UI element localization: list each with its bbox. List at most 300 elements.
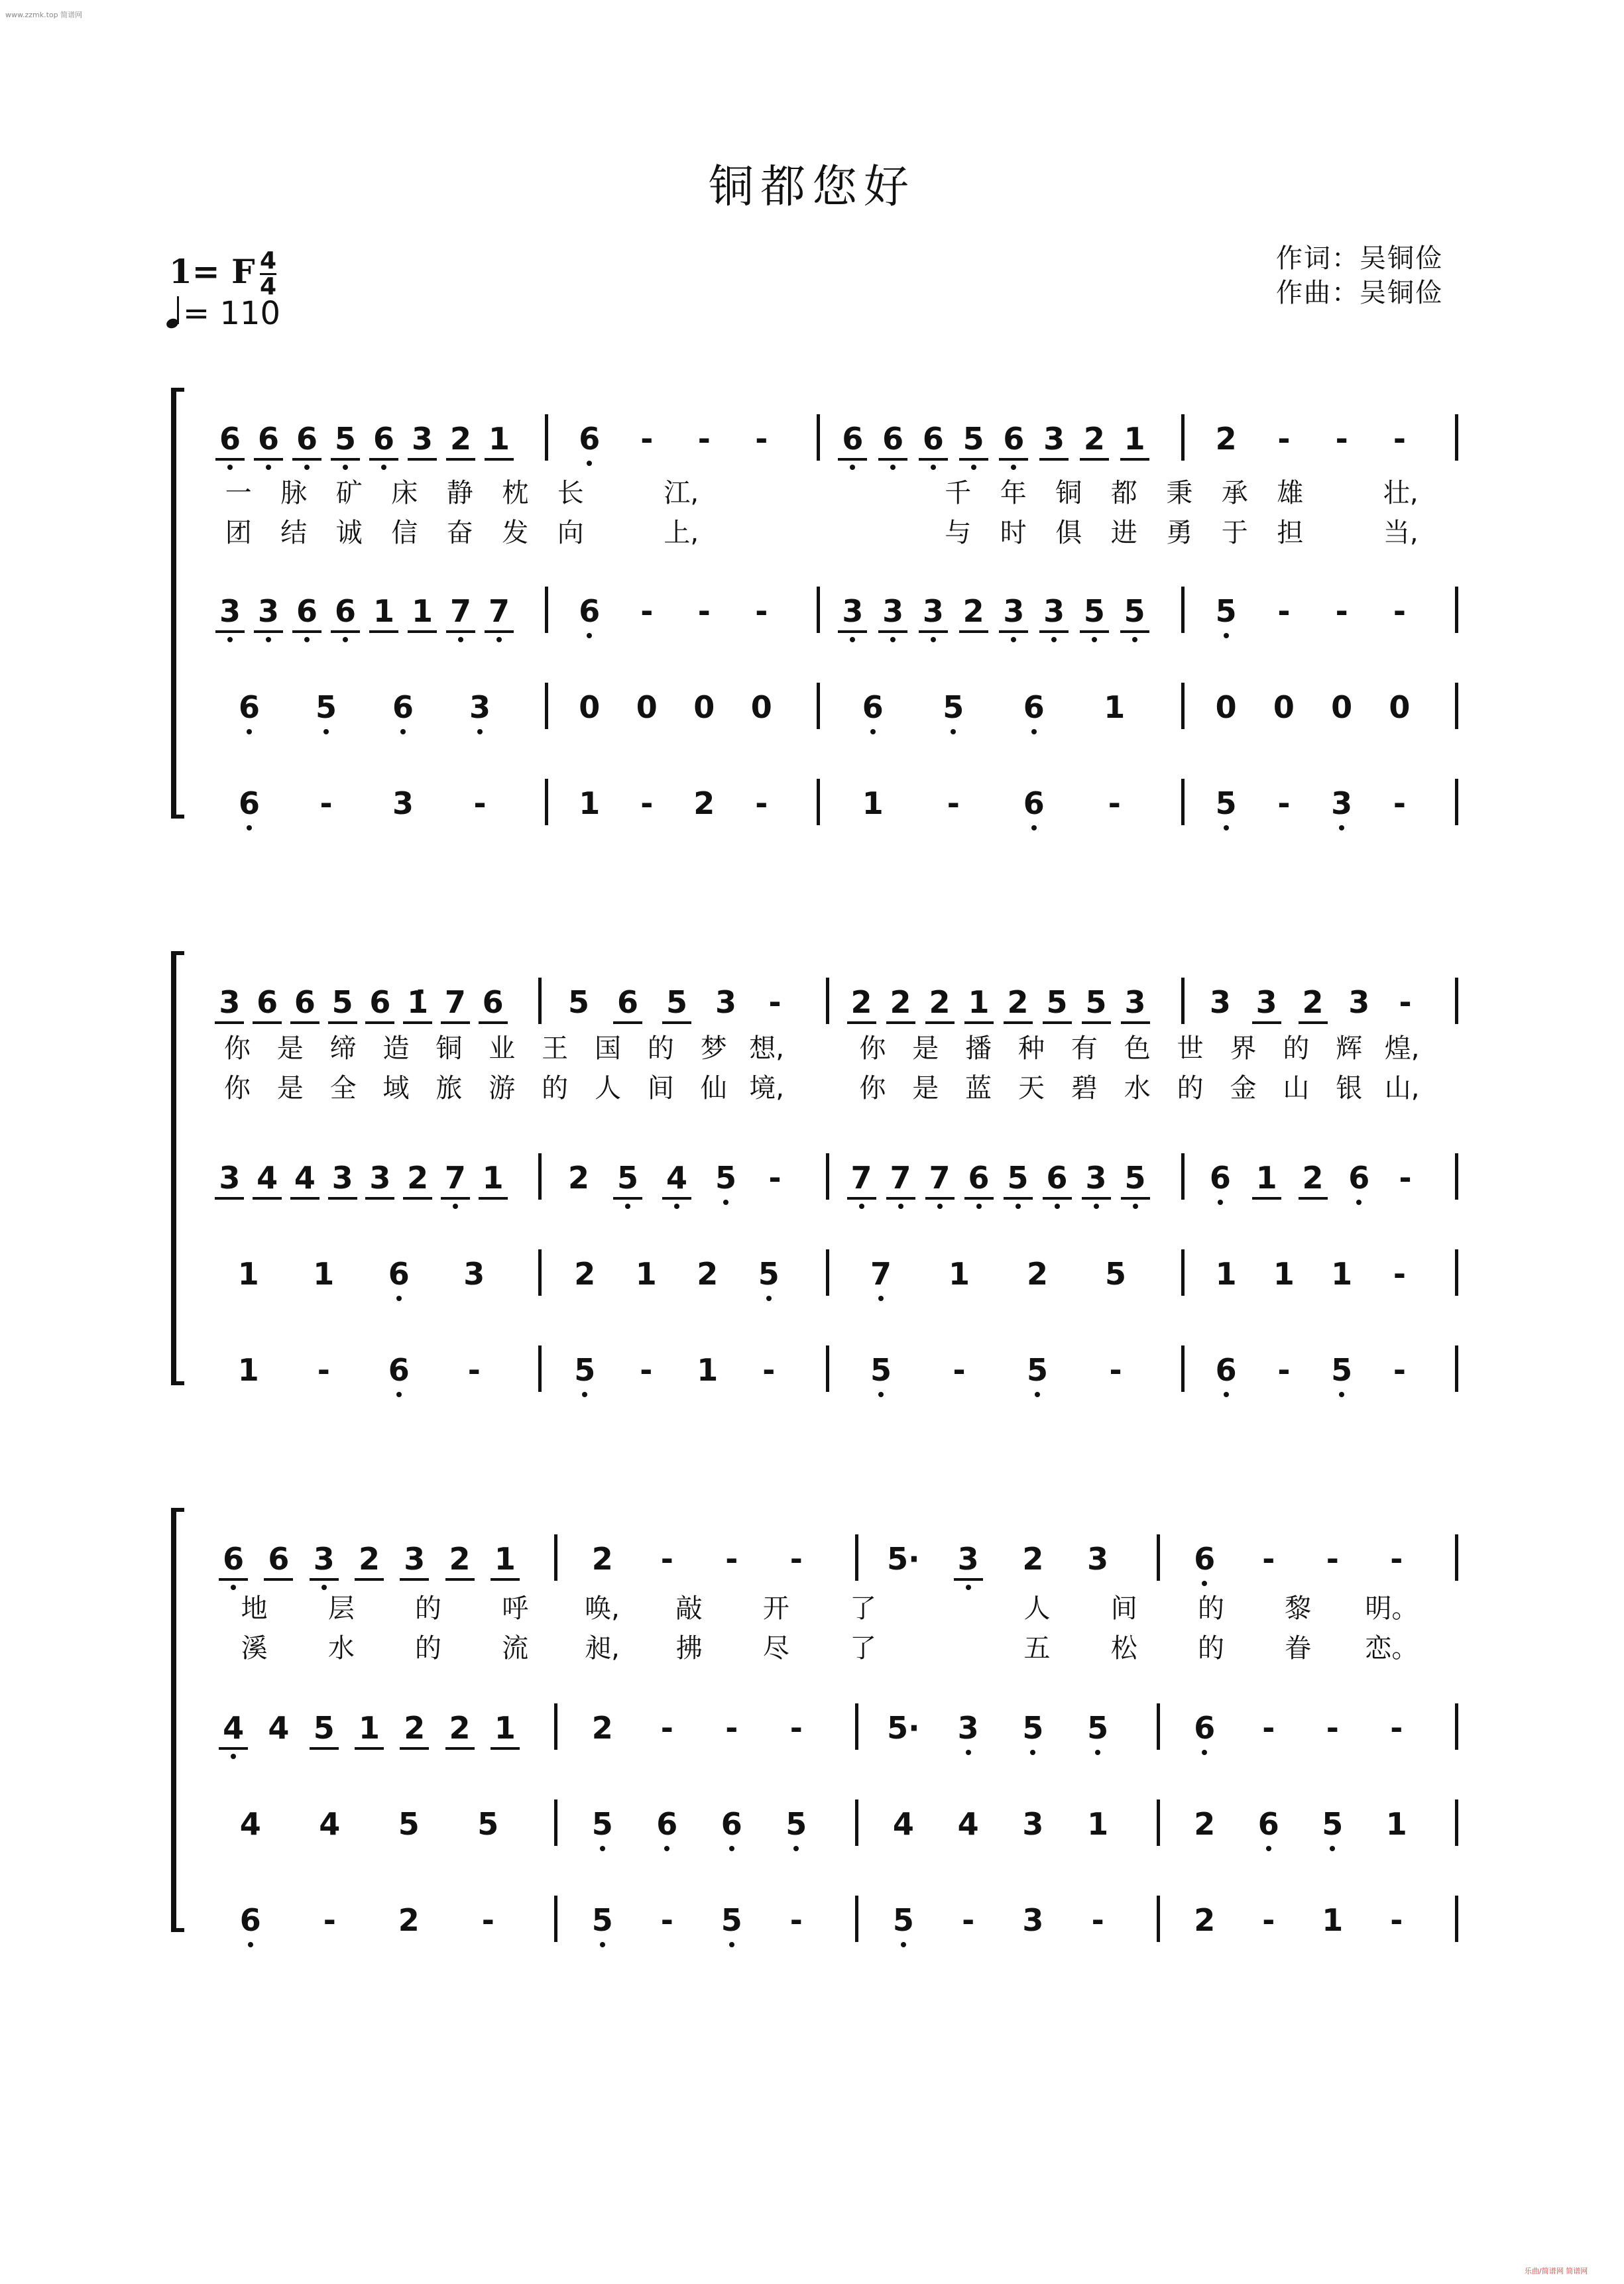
note: 6 <box>1003 421 1025 457</box>
low-octave-dot <box>400 729 406 734</box>
low-octave-dot <box>1266 1846 1271 1851</box>
eighth-underline <box>292 458 321 461</box>
lyric-char: 雄 <box>1277 478 1304 508</box>
lyric-char: 蓝 <box>965 1073 992 1104</box>
note: 3 <box>1331 785 1353 821</box>
note: - <box>1399 984 1412 1020</box>
note: - <box>640 421 654 457</box>
barline <box>1181 978 1185 1024</box>
lyric-char: 间 <box>1110 1593 1137 1624</box>
lyric-char: 眷 <box>1285 1633 1312 1664</box>
note: 6 <box>842 421 864 457</box>
eighth-underline <box>400 1578 429 1581</box>
note: 5· <box>887 1541 920 1577</box>
note: 2 <box>1215 421 1237 457</box>
note: - <box>725 1710 738 1746</box>
note: 7 <box>444 1160 466 1196</box>
note: 1 <box>968 984 990 1020</box>
note: 2 <box>1194 1806 1216 1842</box>
lyric-char: 你 <box>859 1073 886 1104</box>
barline <box>1181 414 1185 461</box>
low-octave-dot <box>931 465 936 470</box>
note: 0 <box>1215 689 1237 725</box>
system-brace <box>167 1508 187 1932</box>
note: - <box>962 1902 975 1938</box>
lyric-char: 当, <box>1383 518 1419 548</box>
note: 3 <box>957 1710 979 1746</box>
low-octave-dot <box>1011 637 1016 642</box>
low-octave-dot <box>1031 825 1037 830</box>
note: 3 <box>922 593 944 629</box>
note: 5 <box>1046 984 1068 1020</box>
low-octave-dot <box>477 729 483 734</box>
note: 0 <box>693 689 715 725</box>
eighth-underline <box>1039 458 1069 461</box>
system-brace <box>167 388 187 819</box>
note: 3 <box>219 593 241 629</box>
note: 6 <box>388 1352 410 1388</box>
low-octave-dot <box>674 1204 679 1209</box>
lyric-char: 静 <box>446 478 473 508</box>
lyric-char: 的 <box>415 1633 442 1664</box>
eighth-underline <box>1252 1197 1281 1200</box>
eighth-underline <box>878 630 907 633</box>
low-octave-dot <box>1224 633 1229 638</box>
note: 6 <box>296 421 318 457</box>
eighth-underline <box>1082 1021 1111 1024</box>
eighth-underline <box>219 1578 248 1581</box>
eighth-underline <box>290 1197 319 1200</box>
system-brace <box>167 951 187 1385</box>
note: 4 <box>223 1710 245 1746</box>
note: - <box>1335 421 1348 457</box>
note: 3 <box>1003 593 1025 629</box>
barline <box>1181 587 1185 633</box>
low-octave-dot <box>231 1754 236 1759</box>
low-octave-dot <box>723 1200 728 1205</box>
eighth-underline <box>369 458 398 461</box>
note: 6 <box>1194 1541 1216 1577</box>
note: 2 <box>962 593 984 629</box>
note: 2 <box>1194 1902 1216 1938</box>
note: 6 <box>268 1541 290 1577</box>
barline <box>1181 1249 1185 1296</box>
note: - <box>473 785 487 821</box>
note: 3 <box>1022 1806 1044 1842</box>
low-octave-dot <box>582 1392 587 1397</box>
note: 5 <box>721 1902 742 1938</box>
barline <box>855 1534 858 1581</box>
note: 4 <box>239 1806 261 1842</box>
low-octave-dot <box>458 637 463 642</box>
lyric-char: 开 <box>762 1593 789 1624</box>
note: - <box>1109 1352 1122 1388</box>
low-octave-dot <box>976 1204 982 1209</box>
eighth-underline <box>445 1578 475 1581</box>
barline <box>1455 1249 1458 1296</box>
note: 3 <box>1043 593 1065 629</box>
note: 5 <box>1215 785 1237 821</box>
note: 5 <box>943 689 964 725</box>
note: 6 <box>1257 1806 1279 1842</box>
low-octave-dot <box>1095 1750 1100 1755</box>
note: - <box>789 1541 803 1577</box>
lyric-char: 年 <box>1000 478 1027 508</box>
note: 5 <box>1022 1710 1044 1746</box>
barline <box>1455 1534 1458 1581</box>
note: - <box>1390 1541 1403 1577</box>
note: 5 <box>1085 984 1107 1020</box>
note: 5 <box>574 1352 596 1388</box>
note: - <box>660 1710 673 1746</box>
note: 0 <box>1331 689 1353 725</box>
eighth-underline <box>1121 1021 1150 1024</box>
note: 5 <box>1322 1806 1344 1842</box>
lyric-char: 的 <box>415 1593 442 1624</box>
note: 6 <box>1209 1160 1231 1196</box>
eighth-underline <box>886 1197 915 1200</box>
low-octave-dot <box>1224 1392 1229 1397</box>
lyric-char: 时 <box>1000 518 1027 548</box>
note: - <box>1262 1541 1275 1577</box>
low-octave-dot <box>227 637 233 642</box>
low-octave-dot <box>1339 825 1344 830</box>
lyric-char: 界 <box>1230 1033 1257 1064</box>
note: - <box>755 785 768 821</box>
eighth-underline <box>485 630 514 633</box>
lyric-char: 水 <box>1124 1073 1151 1104</box>
lyric-char: 奋 <box>446 518 473 548</box>
note: 6 <box>1194 1710 1216 1746</box>
eighth-underline <box>264 1578 293 1581</box>
low-octave-dot <box>951 729 956 734</box>
low-octave-dot <box>1030 1750 1035 1755</box>
lyric-char: 呼 <box>502 1593 529 1624</box>
note: 1 <box>358 1710 380 1746</box>
low-octave-dot <box>600 1942 605 1947</box>
lyric-char: 了 <box>850 1633 877 1664</box>
barline <box>855 1799 858 1846</box>
note: 3 <box>313 1541 335 1577</box>
eighth-underline <box>445 1747 475 1750</box>
eighth-underline <box>253 1197 282 1200</box>
note: 5 <box>315 689 337 725</box>
eighth-underline <box>1004 1197 1033 1200</box>
note: 3 <box>369 1160 391 1196</box>
note: 4 <box>257 1160 278 1196</box>
low-octave-dot <box>304 465 310 470</box>
lyric-char: 种 <box>1017 1033 1045 1064</box>
lyric-char: 进 <box>1110 518 1137 548</box>
note: - <box>317 1352 330 1388</box>
lyric-char: 金 <box>1230 1073 1257 1104</box>
low-octave-dot <box>266 465 271 470</box>
lyric-char: 壮, <box>1383 478 1419 508</box>
note: - <box>1335 593 1348 629</box>
low-octave-dot <box>1035 1392 1040 1397</box>
lyric-char: 水 <box>327 1633 355 1664</box>
note: 2 <box>404 1710 426 1746</box>
low-octave-dot <box>396 1392 402 1397</box>
low-octave-dot <box>1132 637 1137 642</box>
lyric-char: 辉 <box>1336 1033 1363 1064</box>
eighth-underline <box>1080 630 1109 633</box>
note: 6 <box>392 689 414 725</box>
lyric-char: 境, <box>749 1073 784 1104</box>
note: - <box>481 1902 494 1938</box>
eighth-underline <box>331 458 360 461</box>
lyric-char: 山 <box>1283 1073 1310 1104</box>
barline <box>1455 683 1458 729</box>
barline <box>545 587 548 633</box>
note: 2 <box>1302 1160 1324 1196</box>
eighth-underline <box>441 1021 470 1024</box>
eighth-underline <box>355 1747 384 1750</box>
low-octave-dot <box>937 1204 943 1209</box>
lyric-char: 拂 <box>675 1633 703 1664</box>
barline <box>826 1249 829 1296</box>
low-octave-dot <box>1218 1200 1223 1205</box>
barline <box>1181 1345 1185 1392</box>
eighth-underline <box>1004 1021 1033 1024</box>
note: 6 <box>223 1541 245 1577</box>
barline <box>554 1799 557 1846</box>
note: 4 <box>319 1806 341 1842</box>
note: 5 <box>591 1902 613 1938</box>
lyric-char: 色 <box>1124 1033 1151 1064</box>
eighth-underline <box>446 458 475 461</box>
lyric-char: 仙 <box>700 1073 727 1104</box>
barline <box>554 1703 557 1750</box>
note: 4 <box>892 1806 914 1842</box>
lyric-char: 床 <box>391 478 418 508</box>
eighth-underline <box>369 630 398 633</box>
lyric-char: 都 <box>1110 478 1137 508</box>
note: - <box>768 1160 782 1196</box>
low-octave-dot <box>1051 637 1057 642</box>
eighth-underline <box>219 1747 248 1750</box>
note: 2 <box>574 1256 596 1292</box>
note: - <box>947 785 960 821</box>
note: 0 <box>636 689 658 725</box>
lyric-char: 煌, <box>1384 1033 1420 1064</box>
lyric-char: 与 <box>945 518 972 548</box>
lyric-char: 王 <box>542 1033 569 1064</box>
eighth-underline <box>310 1747 339 1750</box>
lyric-char: 尽 <box>762 1633 789 1664</box>
note: 6 <box>373 421 394 457</box>
barline <box>1455 1345 1458 1392</box>
note: 6 <box>239 1902 261 1938</box>
note: - <box>640 785 654 821</box>
note: - <box>768 984 782 1020</box>
note: 2 <box>407 1160 429 1196</box>
note: 2 <box>449 421 471 457</box>
note: 2 <box>850 984 872 1020</box>
eighth-underline <box>403 1197 432 1200</box>
note: 3 <box>331 1160 353 1196</box>
eighth-underline <box>925 1197 955 1200</box>
eighth-underline <box>400 1747 429 1750</box>
note: 5 <box>398 1806 420 1842</box>
lyric-char: 游 <box>489 1073 516 1104</box>
note: 5 <box>331 984 353 1020</box>
barline <box>1455 1799 1458 1846</box>
low-octave-dot <box>1133 1204 1138 1209</box>
note: 5 <box>1104 1256 1126 1292</box>
eighth-underline <box>1039 630 1069 633</box>
lyric-char: 团 <box>225 518 252 548</box>
note: 6 <box>388 1256 410 1292</box>
note: 6 <box>579 421 601 457</box>
eighth-underline <box>328 1197 357 1200</box>
low-octave-dot <box>304 637 310 642</box>
note: 3 <box>219 1160 241 1196</box>
note: 1 <box>488 421 510 457</box>
eighth-underline <box>925 1021 955 1024</box>
lyric-char: 旅 <box>435 1073 463 1104</box>
note: 7 <box>444 984 466 1020</box>
note: - <box>1091 1902 1104 1938</box>
low-octave-dot <box>1094 1204 1099 1209</box>
note: 5 <box>870 1352 892 1388</box>
low-octave-dot <box>766 1296 772 1301</box>
low-octave-dot <box>343 465 348 470</box>
eighth-underline <box>1121 1197 1150 1200</box>
low-octave-dot <box>496 637 502 642</box>
barline <box>1455 978 1458 1024</box>
note: 1 <box>862 785 884 821</box>
eighth-underline <box>215 630 245 633</box>
barline <box>538 1345 542 1392</box>
lyric-char: 长 <box>557 478 584 508</box>
low-octave-dot <box>1015 1204 1021 1209</box>
barline <box>826 978 829 1024</box>
eighth-underline <box>446 630 475 633</box>
note: - <box>1277 593 1291 629</box>
barline <box>545 414 548 461</box>
lyric-char: 上, <box>664 518 699 548</box>
note: - <box>1399 1160 1412 1196</box>
note: 6 <box>482 984 504 1020</box>
lyric-char: 一 <box>225 478 252 508</box>
eighth-underline <box>215 458 245 461</box>
lyric-char: 发 <box>502 518 529 548</box>
note: 2 <box>1007 984 1029 1020</box>
eighth-underline <box>1252 1021 1281 1024</box>
note: 2 <box>1083 421 1105 457</box>
note: 3 <box>257 593 279 629</box>
note: 1̇ <box>407 984 429 1020</box>
note: 6 <box>369 984 391 1020</box>
note: 6 <box>1348 1160 1370 1196</box>
eighth-underline <box>847 1021 876 1024</box>
note: - <box>1108 785 1121 821</box>
lyric-char: 缔 <box>329 1033 357 1064</box>
note: 5 <box>962 421 984 457</box>
lyric-char: 间 <box>647 1073 674 1104</box>
low-octave-dot <box>453 1204 458 1209</box>
note: 5 <box>567 984 589 1020</box>
lyric-char: 的 <box>1197 1593 1224 1624</box>
barline <box>1157 1703 1160 1750</box>
lyric-char: 秉 <box>1166 478 1193 508</box>
note: - <box>1326 1710 1339 1746</box>
note: 5 <box>591 1806 613 1842</box>
lyric-char: 的 <box>1177 1073 1204 1104</box>
eighth-underline <box>491 1578 520 1581</box>
note: 2 <box>567 1160 589 1196</box>
lyric-char: 脉 <box>280 478 308 508</box>
note: 4 <box>957 1806 979 1842</box>
note: - <box>1393 785 1406 821</box>
lyric-char: 全 <box>329 1073 357 1104</box>
lyric-char: 黎 <box>1285 1593 1312 1624</box>
note: 5 <box>892 1902 914 1938</box>
low-octave-dot <box>1011 465 1016 470</box>
note: 6 <box>579 593 601 629</box>
note: 7 <box>890 1160 911 1196</box>
note: - <box>1393 421 1406 457</box>
low-octave-dot <box>587 461 592 466</box>
note: 3 <box>1255 984 1277 1020</box>
note: 6 <box>334 593 356 629</box>
low-octave-dot <box>625 1204 630 1209</box>
barline <box>817 587 820 633</box>
note: - <box>1277 785 1291 821</box>
barline <box>538 978 542 1024</box>
note: 5 <box>666 984 687 1020</box>
lyric-char: 国 <box>595 1033 622 1064</box>
note: 3 <box>1043 421 1065 457</box>
time-signature-bottom: 4 <box>260 273 277 300</box>
eighth-underline <box>290 1021 319 1024</box>
lyric-char: 是 <box>276 1033 304 1064</box>
lyric-char: 矿 <box>335 478 363 508</box>
low-octave-dot <box>600 1846 605 1851</box>
note: 7 <box>449 593 471 629</box>
eighth-underline <box>838 458 867 461</box>
note: 3 <box>411 421 433 457</box>
lyric-char: 信 <box>391 518 418 548</box>
eighth-underline <box>292 630 321 633</box>
barline <box>855 1703 858 1750</box>
note: 2 <box>1022 1541 1044 1577</box>
note: 1 <box>1273 1256 1295 1292</box>
eighth-underline <box>408 458 437 461</box>
low-octave-dot <box>890 637 896 642</box>
key-signature: 1= F <box>169 252 255 291</box>
note: 3 <box>1124 984 1146 1020</box>
eighth-underline <box>328 1021 357 1024</box>
note: 1 <box>237 1352 259 1388</box>
note: 1 <box>1255 1160 1277 1196</box>
barline <box>1157 1799 1160 1846</box>
note: 5 <box>1124 593 1145 629</box>
note: 5 <box>477 1806 499 1842</box>
note: 6 <box>922 421 944 457</box>
note: 4 <box>666 1160 687 1196</box>
note: 2 <box>449 1541 471 1577</box>
note: 6 <box>721 1806 742 1842</box>
note: 0 <box>1389 689 1411 725</box>
note: 7 <box>929 1160 951 1196</box>
note: 5 <box>1215 593 1237 629</box>
lyric-char: 铜 <box>1055 478 1082 508</box>
barline <box>554 1896 557 1942</box>
note: 5 <box>1007 1160 1029 1196</box>
note: 1 <box>635 1256 657 1292</box>
